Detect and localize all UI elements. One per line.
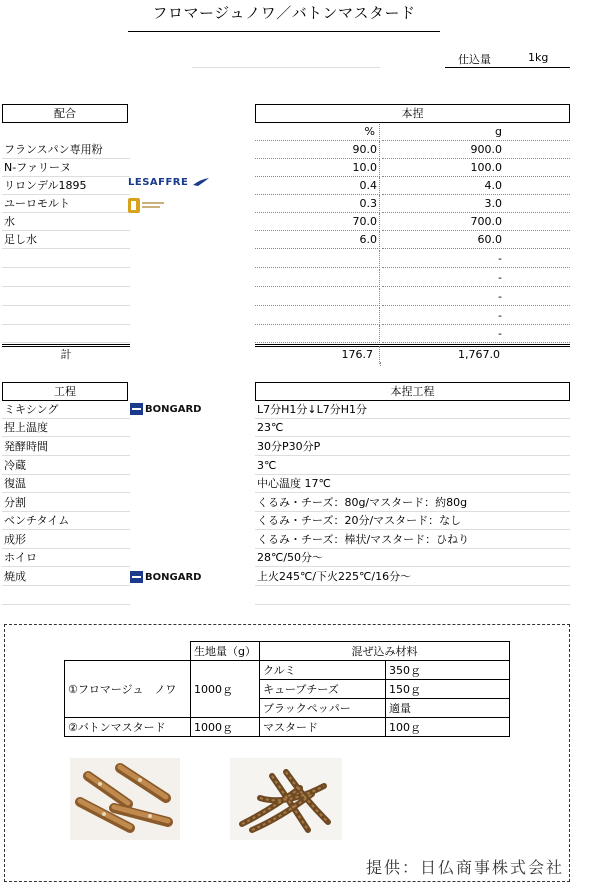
process-step-label: ベンチタイム (2, 512, 130, 530)
ingredient-g: 60.0 (382, 231, 570, 249)
process-step-detail: 23℃ (255, 419, 570, 437)
mix-ingredient-name: クルミ (259, 661, 385, 680)
subtitle-line (192, 67, 380, 68)
bongard-mark-icon (130, 571, 143, 583)
process-header-left: 工程 (2, 382, 128, 401)
ingredient-pct: 70.0 (255, 213, 380, 231)
fromage-noir-photo (70, 758, 180, 840)
process-step-detail: 3℃ (255, 457, 570, 475)
ingredient-pct (255, 250, 380, 268)
process-step-detail: L7分H1分↓L7分H1分 (255, 401, 570, 419)
mix-ingredient-amount: 350ｇ (385, 661, 509, 680)
ingredient-g: - (382, 288, 570, 306)
lesaffre-wing-icon (192, 177, 210, 187)
process-step-detail: 中心温度 17℃ (255, 475, 570, 493)
ingredient-name (2, 325, 130, 343)
ingredient-name (2, 250, 130, 268)
process-step-detail: 上火245℃/下火225℃/16分～ (255, 568, 570, 586)
page-title: フロマージュノワ／バトンマスタード (152, 4, 416, 22)
pct-column-header: % (255, 124, 380, 141)
ingredient-g: - (382, 325, 570, 343)
process-step-detail: 28℃/50分～ (255, 549, 570, 567)
ingredient-name (2, 288, 130, 306)
ingredient-g: - (382, 250, 570, 268)
mix-item-name: ①フロマージュ ノワ (65, 661, 191, 718)
ingredient-pct: 90.0 (255, 141, 380, 159)
bongard-logo-text: BONGARD (145, 403, 202, 415)
ingredient-pct (255, 288, 380, 306)
baton-moutarde-photo (230, 758, 342, 840)
process-step-label: 分割 (2, 494, 130, 512)
mix-ingredient-amount: 150ｇ (385, 680, 509, 699)
process-step-detail: くるみ・チーズ：棒状/マスタード：ひねり (255, 531, 570, 549)
process-step-label: 焼成 (2, 568, 130, 586)
ingredient-pct: 10.0 (255, 159, 380, 177)
ingredient-name: 足し水 (2, 231, 130, 249)
mix-ingredient-name: キューブチーズ (259, 680, 385, 699)
g-column-header: g (382, 124, 570, 141)
ingredient-pct: 0.3 (255, 195, 380, 213)
lesaffre-logo (128, 177, 210, 188)
mix-header-weight: 生地量（g） (191, 642, 260, 661)
recipe-header-left: 配合 (2, 104, 128, 123)
lesaffre-logo-text: LESAFFRE (128, 177, 189, 188)
ingredient-g: 900.0 (382, 141, 570, 159)
process-step-label: 冷蔵 (2, 457, 130, 475)
process-step-label: 捏上温度 (2, 419, 130, 437)
mix-table-corner (65, 642, 191, 661)
process-step-detail: 30分P30分P (255, 438, 570, 456)
process-header-right: 本捏工程 (255, 382, 570, 401)
process-step-label: 発酵時間 (2, 438, 130, 456)
mix-ingredient-name: マスタード (259, 718, 385, 737)
batch-value: 1kg (528, 51, 549, 64)
mix-header-ingredients: 混ぜ込み材料 (259, 642, 509, 661)
batch-underline (445, 67, 570, 68)
ingredient-g: 4.0 (382, 177, 570, 195)
ingredient-name (2, 269, 130, 287)
mix-ingredient-amount: 適量 (385, 699, 509, 718)
ingredient-name: リロンデル1895 (2, 177, 130, 195)
process-step-label-empty (2, 587, 130, 605)
ingredient-g: - (382, 307, 570, 325)
bongard-logo-baking (130, 571, 201, 583)
process-step-label: ホイロ (2, 549, 130, 567)
mix-item-weight: 1000ｇ (191, 661, 260, 718)
ingredient-g: 3.0 (382, 195, 570, 213)
ingredient-g: 100.0 (382, 159, 570, 177)
ingredient-pct (255, 325, 380, 343)
process-step-detail: くるみ・チーズ：20分/マスタード：なし (255, 512, 570, 530)
process-step-label: 復温 (2, 475, 130, 493)
ingredient-pct: 6.0 (255, 231, 380, 249)
ingredient-g: 700.0 (382, 213, 570, 231)
process-step-label: 成形 (2, 531, 130, 549)
mix-item-weight: 1000ｇ (191, 718, 260, 737)
process-step-detail: くるみ・チーズ：80g/マスタード：約80g (255, 494, 570, 512)
bongard-mark-icon (130, 403, 143, 415)
euromalt-logo-icon (128, 197, 166, 215)
mix-item-name: ②バトンマスタード (65, 718, 191, 737)
ingredient-pct: 0.4 (255, 177, 380, 195)
bongard-logo-text: BONGARD (145, 571, 202, 583)
ingredient-g: - (382, 269, 570, 287)
ingredient-name: N-ファリーヌ (2, 159, 130, 177)
ingredient-pct (255, 307, 380, 325)
process-step-label: ミキシング (2, 401, 130, 419)
process-step-detail-empty (255, 587, 570, 605)
mix-ingredient-name: ブラックペッパー (259, 699, 385, 718)
ingredient-name: フランスパン専用粉 (2, 141, 130, 159)
title-underline (128, 31, 440, 32)
total-pct: 176.7 (255, 346, 380, 364)
total-label: 計 (60, 348, 72, 361)
total-divider (380, 362, 382, 366)
ingredient-pct (255, 269, 380, 287)
mix-in-table (64, 641, 510, 737)
ingredient-name: ユーロモルト (2, 195, 130, 213)
provider-credit: 提供：日仏商事株式会社 (366, 858, 565, 877)
total-g: 1,767.0 (458, 348, 500, 361)
recipe-header-right: 本捏 (255, 104, 570, 123)
batch-label: 仕込量 (458, 53, 491, 66)
ingredient-name (2, 307, 130, 325)
bongard-logo-mixing (130, 403, 201, 415)
mix-ingredient-amount: 100ｇ (385, 718, 509, 737)
ingredient-name: 水 (2, 213, 130, 231)
